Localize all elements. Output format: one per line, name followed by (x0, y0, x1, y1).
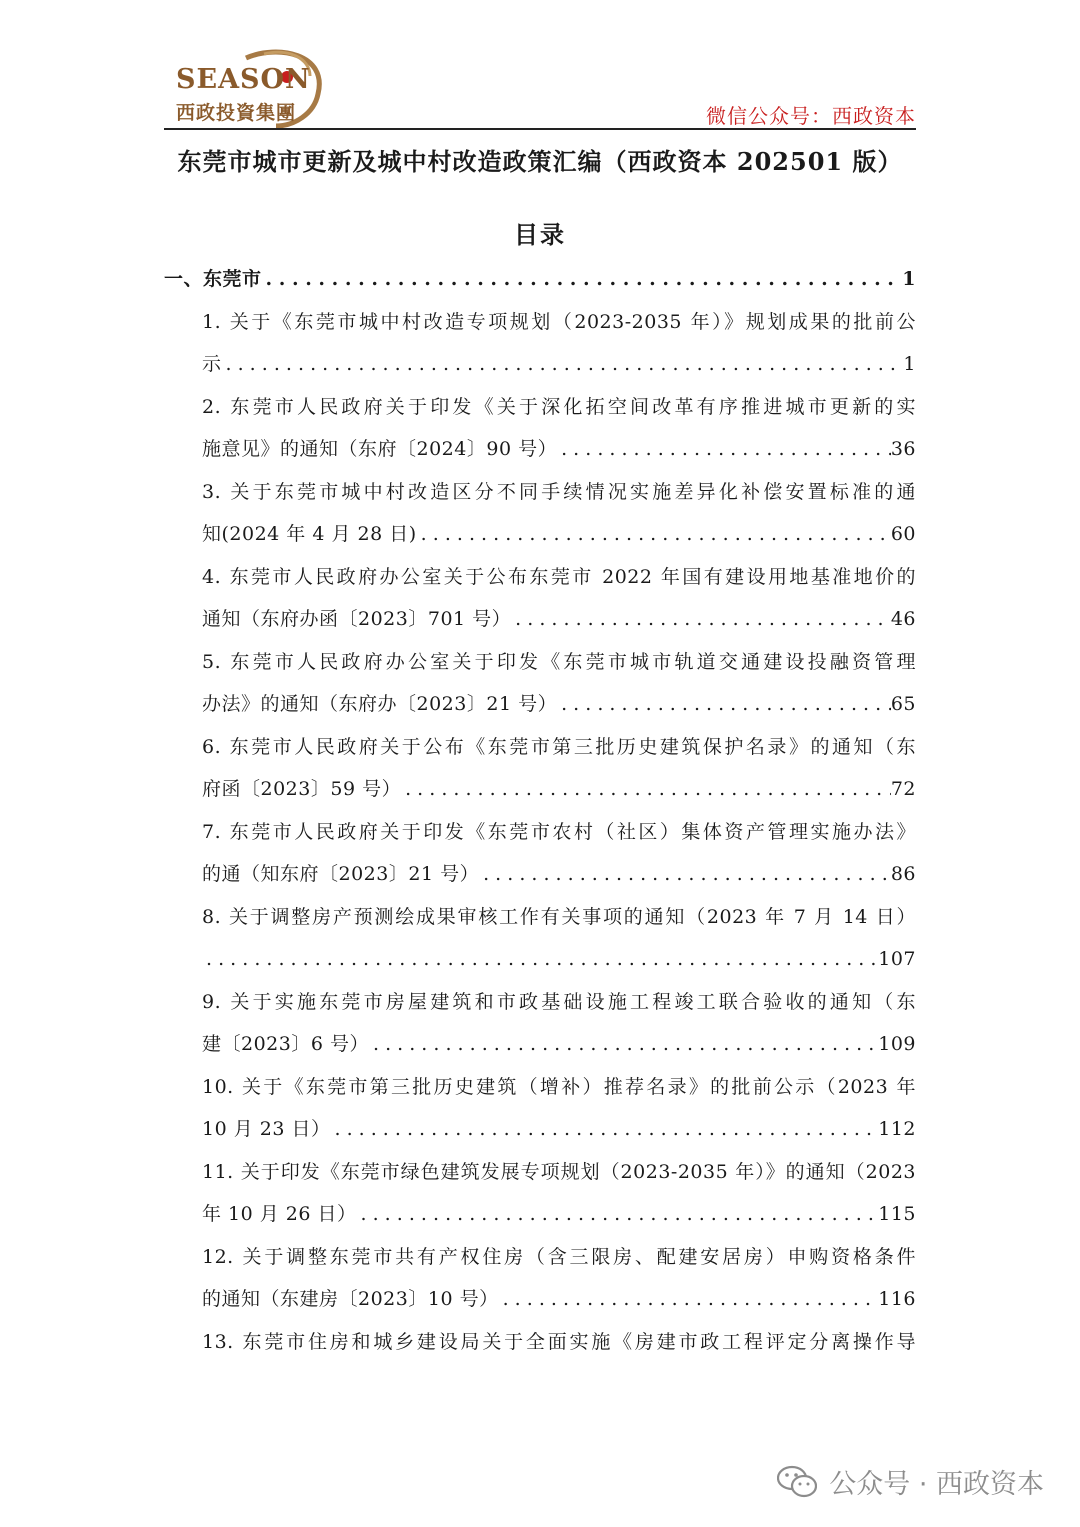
toc-page-number: 46 (890, 608, 916, 630)
toc-line-text: 3. 关于东莞市城中村改造区分不同手续情况实施差异化补偿安置标准的通 (202, 480, 916, 503)
toc-line[interactable] (202, 1108, 916, 1151)
toc-line-text: 府函〔2023〕59 号） (202, 778, 402, 800)
toc-line[interactable] (202, 811, 916, 854)
toc-line[interactable] (202, 386, 916, 429)
document-title: 东莞市城市更新及城中村改造政策汇编（西政资本 202501 版） (177, 147, 903, 176)
toc-line-text: 知(2024 年 4 月 28 日) (202, 523, 417, 545)
toc-section-dongguan[interactable] (164, 258, 916, 301)
toc-line-text: 6. 东莞市人民政府关于公布《东莞市第三批历史建筑保护名录》的通知（东 (202, 735, 916, 758)
logo-text-en: SEASON (176, 64, 311, 95)
toc-leader-dots (557, 428, 891, 471)
toc-line-text: 7. 东莞市人民政府关于印发《东莞市农村（社区）集体资产管理实施办法》 (202, 820, 916, 843)
toc-leader-dots (499, 1278, 879, 1321)
toc-line-text: 办法》的通知（东府办〔2023〕21 号） (202, 693, 558, 715)
toc-page-number: 60 (890, 523, 916, 545)
toc-entries (164, 301, 916, 1364)
toc-line[interactable] (202, 726, 916, 769)
toc-line-text: 1. 关于《东莞市城中村改造专项规划（2023-2035 年）》规划成果的批前公 (202, 310, 916, 333)
toc-leader-dots (222, 343, 904, 386)
toc-line[interactable] (202, 471, 916, 514)
toc-heading: 目录 (514, 220, 566, 249)
toc-line[interactable] (202, 513, 916, 556)
toc-line[interactable] (202, 1321, 916, 1364)
toc-line-text: 10. 关于《东莞市第三批历史建筑（增补）推荐名录》的批前公示（2023 年 (202, 1075, 916, 1098)
toc-line[interactable] (202, 853, 916, 896)
toc-leader-dots (357, 1193, 879, 1236)
toc-page-number: 115 (878, 1203, 916, 1225)
toc-line-text: 12. 关于调整东莞市共有产权住房（含三限房、配建安居房）申购资格条件 (202, 1245, 916, 1268)
toc-page-number: 72 (890, 778, 916, 800)
toc-line[interactable] (202, 428, 916, 471)
toc-page-number: 86 (890, 863, 916, 885)
footer-text: 公众号 · 西政资本 (829, 1469, 1044, 1500)
toc-line[interactable] (202, 1151, 916, 1194)
toc-line[interactable] (202, 981, 916, 1024)
toc-line[interactable] (202, 343, 916, 386)
toc-leader-dots (401, 768, 891, 811)
toc-line[interactable] (202, 598, 916, 641)
wechat-account-label: 微信公众号：西政资本 (706, 104, 916, 128)
toc-line-text: 建〔2023〕6 号） (202, 1033, 369, 1055)
toc-leader-dots (479, 853, 891, 896)
table-of-contents (164, 258, 916, 1363)
wechat-icon (777, 1465, 817, 1499)
toc-line-text: 8. 关于调整房产预测绘成果审核工作有关事项的通知（2023 年 7 月 14 日） (202, 905, 916, 928)
toc-line[interactable] (202, 1236, 916, 1279)
toc-line[interactable] (202, 1193, 916, 1236)
toc-line-text: 10 月 23 日） (202, 1118, 331, 1140)
toc-line-text: 13. 东莞市住房和城乡建设局关于全面实施《房建市政工程评定分离操作导 (202, 1330, 916, 1353)
toc-line[interactable] (202, 1023, 916, 1066)
toc-line-text: 通知（东府办函〔2023〕701 号） (202, 608, 512, 630)
toc-line[interactable] (202, 1278, 916, 1321)
toc-leader-dots (262, 258, 903, 301)
toc-line-text: 11. 关于印发《东莞市绿色建筑发展专项规划（2023-2035 年）》的通知（2023 (202, 1160, 916, 1183)
toc-line-text: 施意见》的通知（东府〔2024〕90 号） (202, 438, 558, 460)
toc-leader-dots (330, 1108, 878, 1151)
toc-line[interactable] (202, 683, 916, 726)
toc-section-label: 一、东莞市 (164, 268, 262, 290)
toc-line-text: 示 (202, 353, 222, 375)
toc-page-number: 36 (890, 438, 916, 460)
toc-line-text: 的通知（东建房〔2023〕10 号） (202, 1288, 499, 1310)
header-divider (164, 128, 916, 130)
toc-page-number: 109 (878, 1033, 916, 1055)
toc-page-number: 112 (878, 1118, 916, 1140)
toc-line-text: 的通（知东府〔2023〕21 号） (202, 863, 480, 885)
toc-page-number: 1 (903, 353, 916, 375)
toc-leader-dots (417, 513, 891, 556)
toc-line[interactable] (202, 938, 916, 981)
toc-line-text: 年 10 月 26 日） (202, 1203, 357, 1225)
toc-line-text: 2. 东莞市人民政府关于印发《关于深化拓空间改革有序推进城市更新的实 (202, 395, 916, 418)
toc-leader-dots (511, 598, 891, 641)
toc-line-text: 5. 东莞市人民政府办公室关于印发《东莞市城市轨道交通建设投融资管理 (202, 650, 916, 673)
footer-watermark (777, 1462, 1044, 1501)
toc-leader-dots (202, 938, 878, 981)
toc-line[interactable] (202, 301, 916, 344)
toc-line-text: 9. 关于实施东莞市房屋建筑和市政基础设施工程竣工联合验收的通知（东 (202, 990, 916, 1013)
toc-page-number: 116 (878, 1288, 916, 1310)
toc-line[interactable] (202, 1066, 916, 1109)
toc-line[interactable] (202, 896, 916, 939)
logo-text-cn: 西政投資集團 (176, 102, 297, 124)
toc-page-number: 1 (902, 268, 916, 290)
toc-line-text: 4. 东莞市人民政府办公室关于公布东莞市 2022 年国有建设用地基准地价的 (202, 565, 916, 588)
toc-line[interactable] (202, 768, 916, 811)
toc-page-number: 65 (890, 693, 916, 715)
toc-line[interactable] (202, 556, 916, 599)
toc-page-number: 107 (878, 948, 916, 970)
company-logo (168, 44, 328, 130)
toc-leader-dots (369, 1023, 878, 1066)
toc-leader-dots (557, 683, 891, 726)
toc-line[interactable] (202, 641, 916, 684)
